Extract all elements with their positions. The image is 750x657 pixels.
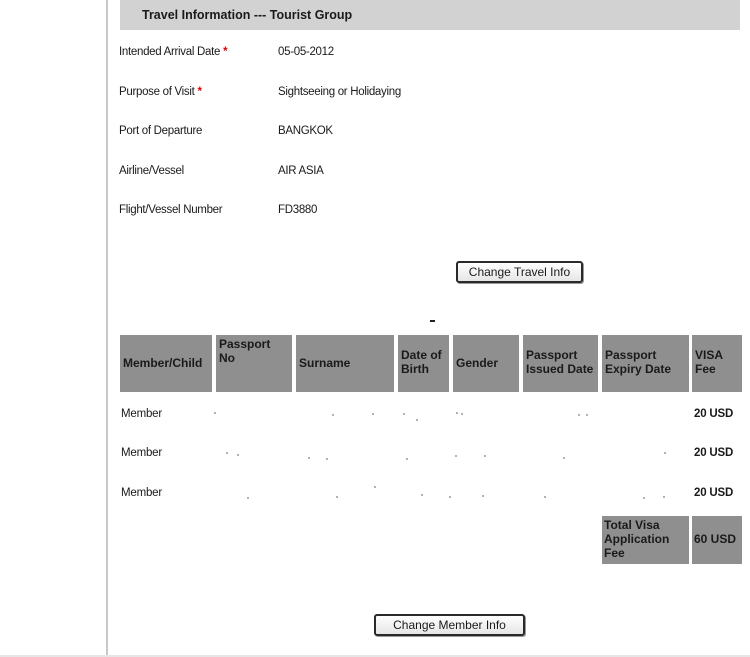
port-of-departure-label: Port of Departure (119, 125, 203, 137)
flight-number-value: FD3880 (278, 204, 318, 216)
header-passport-issued-date: Passport Issued Date (523, 335, 598, 392)
header-member-child: Member/Child (120, 335, 212, 392)
arrival-date-label: Intended Arrival Date * (119, 46, 228, 58)
header-surname: Surname (296, 335, 394, 392)
total-visa-fee-label: Total Visa Application Fee (602, 516, 689, 564)
row-2-fee: 20 USD (694, 447, 734, 459)
header-visa-fee: VISA Fee (692, 335, 742, 392)
purpose-of-visit-value: Sightseeing or Holidaying (278, 86, 401, 98)
port-of-departure-value: BANGKOK (278, 125, 333, 137)
row-3-fee: 20 USD (694, 487, 734, 499)
flight-number-label: Flight/Vessel Number (119, 204, 223, 216)
row-1-member: Member (121, 408, 162, 420)
row-2-member: Member (121, 447, 162, 459)
change-travel-info-button[interactable]: Change Travel Info (456, 261, 583, 283)
section-header: Travel Information --- Tourist Group (120, 0, 740, 30)
row-1-fee: 20 USD (694, 408, 734, 420)
row-3-member: Member (121, 487, 162, 499)
change-member-info-button[interactable]: Change Member Info (374, 614, 525, 636)
header-passport-no: Passport No (216, 335, 292, 392)
airline-vessel-value: AIR ASIA (278, 165, 324, 177)
required-marker: * (223, 46, 228, 58)
separator-dash (430, 320, 435, 322)
arrival-date-value: 05-05-2012 (278, 46, 334, 58)
total-visa-fee-value: 60 USD (692, 516, 742, 564)
airline-vessel-label: Airline/Vessel (119, 165, 184, 177)
required-marker: * (197, 86, 202, 98)
page-left-border (106, 0, 108, 657)
header-date-of-birth: Date of Birth (398, 335, 449, 392)
header-gender: Gender (453, 335, 519, 392)
header-passport-expiry-date: Passport Expiry Date (602, 335, 689, 392)
purpose-of-visit-label: Purpose of Visit * (119, 86, 202, 98)
